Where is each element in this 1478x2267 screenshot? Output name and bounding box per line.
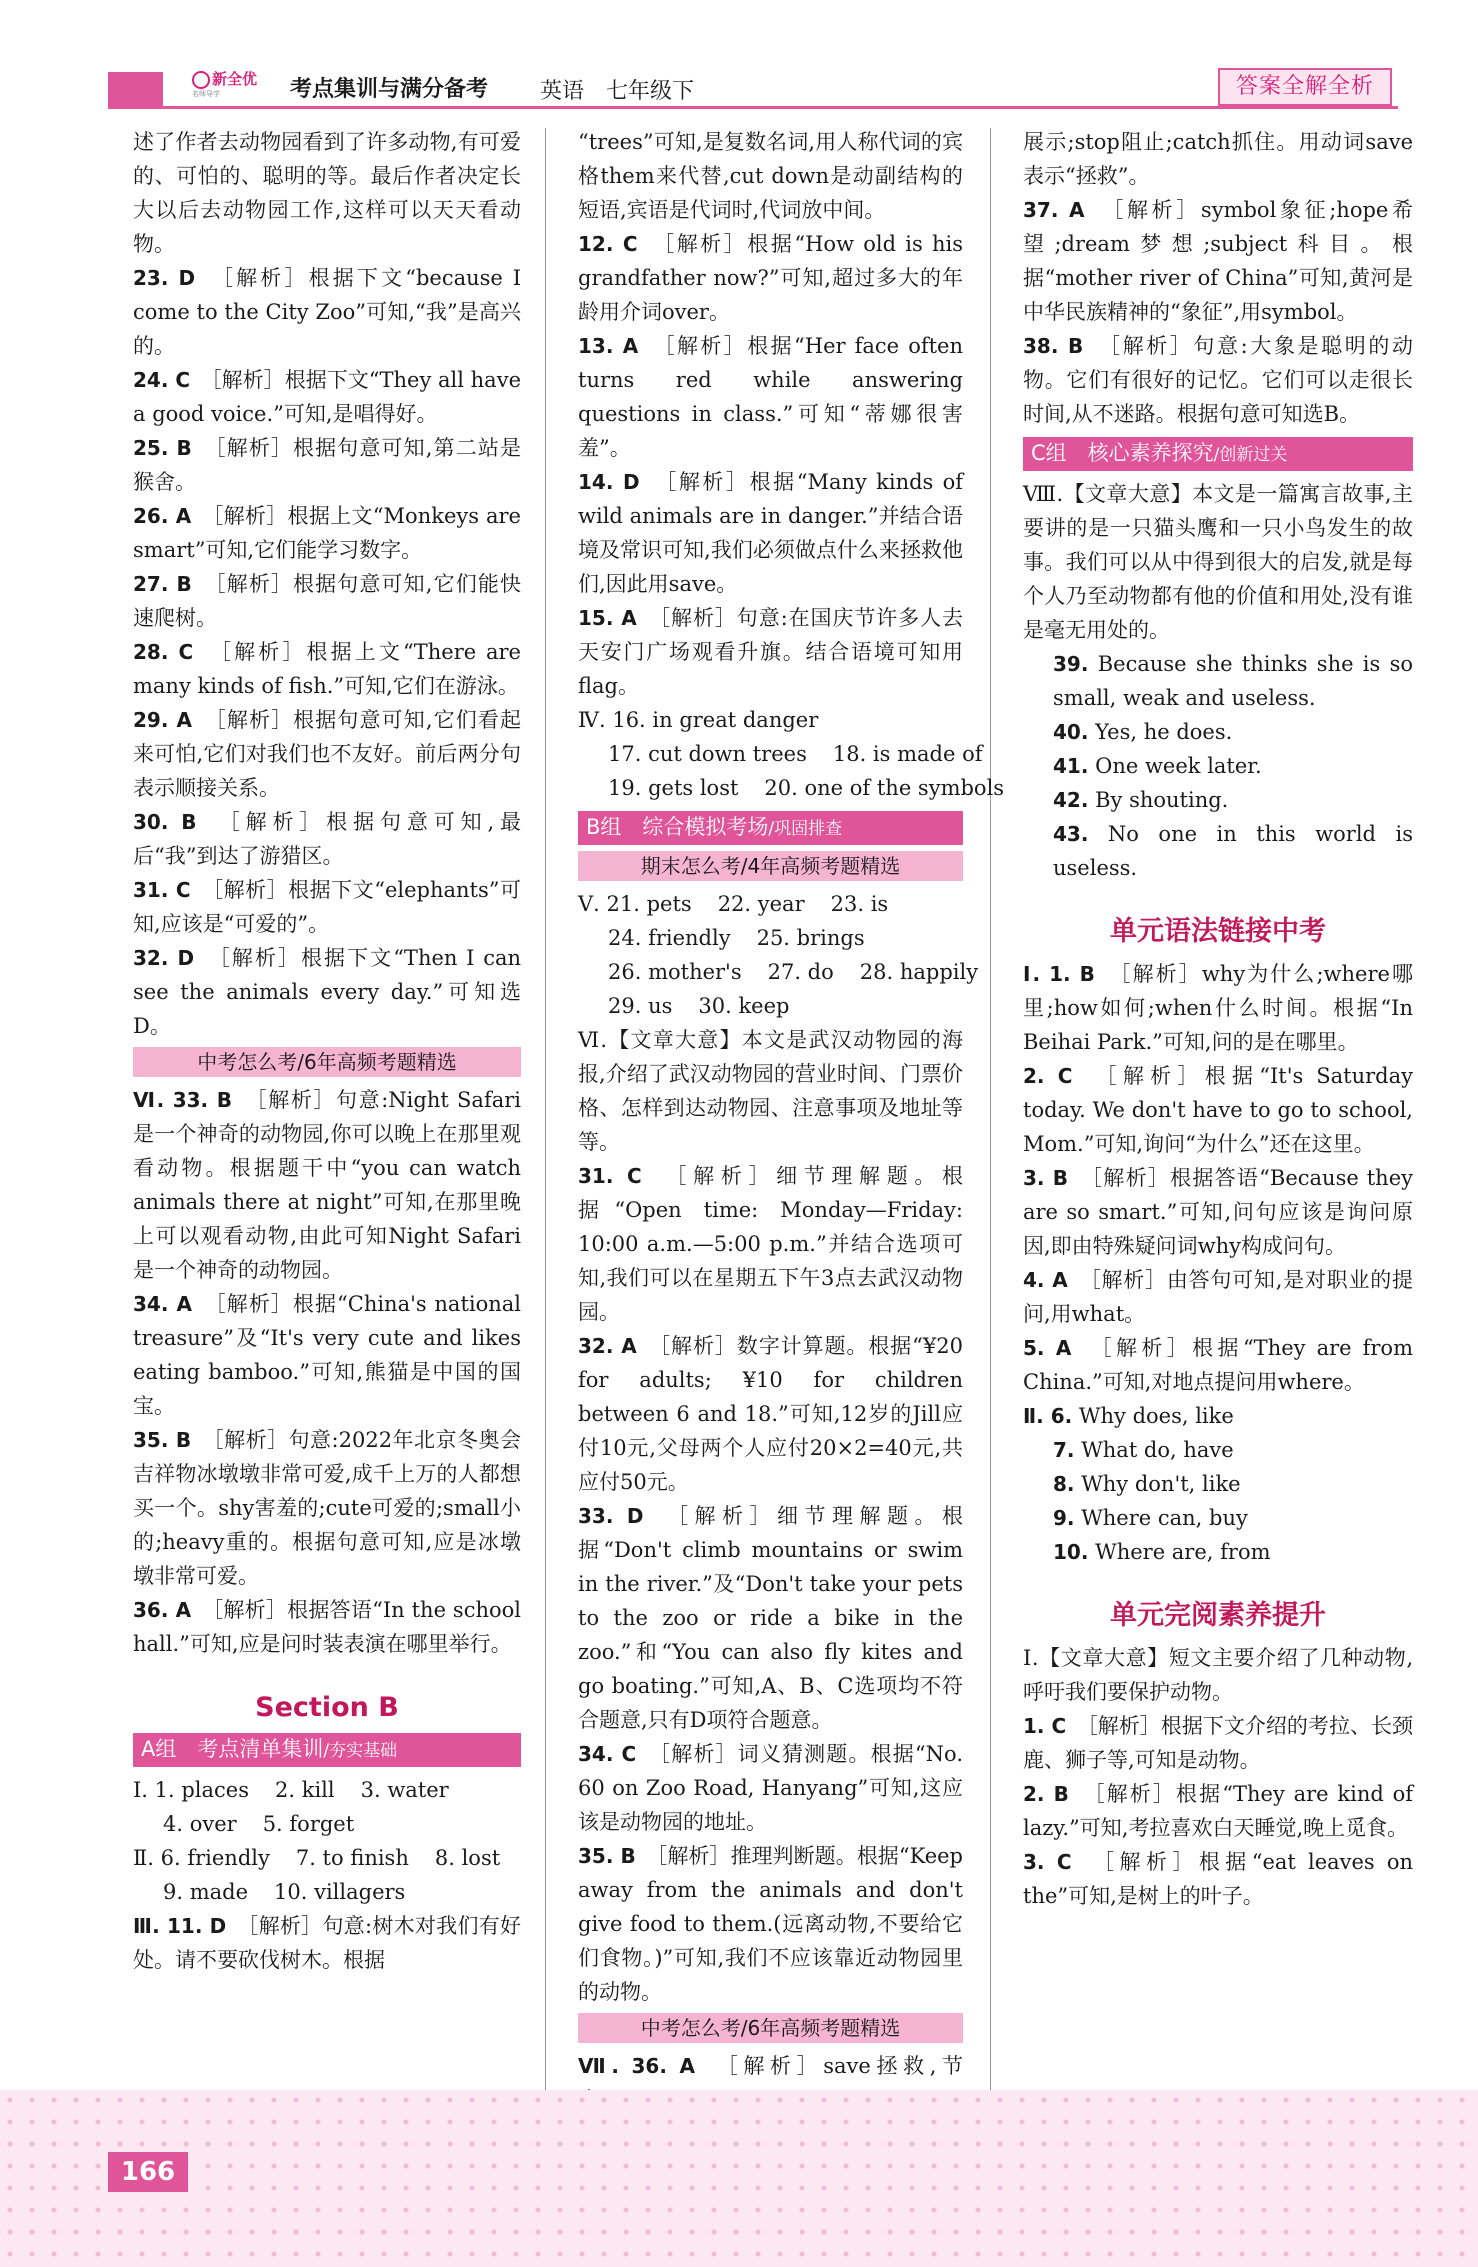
column-divider (545, 128, 546, 2128)
section-title: 单元语法链接中考 (1110, 916, 1326, 947)
answer-item (1023, 1331, 1413, 1399)
logo-circle-icon (192, 71, 210, 89)
answer-text: Because she thinks she is so small, weak and useless. (1053, 652, 1413, 710)
answer-cell: 20. one of the symbols (764, 776, 1005, 800)
answer-item (1023, 1467, 1413, 1501)
answer-item (133, 1083, 521, 1287)
answer-cell: 27. do (767, 960, 834, 984)
answer-list (133, 261, 521, 1043)
answer-number: 9. (1053, 1506, 1075, 1530)
answer-explanation: ［解析］根据句意可知,最后“我”到达了游猎区。 (133, 810, 521, 868)
answer-cell: 30. keep (698, 994, 790, 1018)
answer-row (578, 989, 963, 1023)
answer-item (133, 1423, 521, 1593)
answer-number: 23. D (133, 266, 196, 290)
answer-explanation: ［解析］根据答语“In the school hall.”可知,应是问时装表演在哪里举行。 (133, 1598, 521, 1656)
exam-band: 期末怎么考/4年高频考题精选 (578, 851, 963, 881)
answer-number: 40. (1053, 720, 1089, 744)
answer-cell: 24. friendly (608, 926, 731, 950)
answer-item (1023, 1845, 1413, 1913)
page-number: 166 (108, 2152, 188, 2192)
answer-cell: 19. gets lost (608, 776, 739, 800)
answer-explanation: ［解析］根据上文“Monkeys are smart”可知,它们能学习数字。 (133, 504, 521, 562)
group-c-banner: C组 核心素养探究/创新过关 (1023, 437, 1413, 471)
answer-cell: 25. brings (756, 926, 865, 950)
answer-text: What do, have (1074, 1438, 1234, 1462)
answer-explanation: ［解析］根据下文介绍的考拉、长颈鹿、狮子等,可知是动物。 (1023, 1714, 1414, 1772)
answer-item (1023, 817, 1413, 885)
answer-item (1023, 329, 1413, 431)
answer-text: No one in this world is useless. (1053, 822, 1413, 880)
answer-cell: 2. kill (275, 1778, 335, 1802)
answer-number: 15. A (578, 606, 637, 630)
answer-number: 43. (1053, 822, 1089, 846)
answer-item (133, 499, 521, 567)
answer-item (133, 363, 521, 431)
answer-explanation: ［解析］根据句意可知,第二站是猴舍。 (133, 436, 521, 494)
decorative-footer (0, 2090, 1478, 2267)
answer-number: 25. B (133, 436, 192, 460)
column-right (1023, 125, 1413, 1913)
answer-explanation: ［解析］句意:大象是聪明的动物。它们有很好的记忆。它们可以走很长时间,从不迷路。根据句意可知选B。 (1023, 334, 1413, 426)
answer-explanation: ［解析］symbol象征;hope希望;dream梦想;subject科目。根据“mother river of China”可知,黄河是中华民族精神的“象征”,用symbol。 (1023, 198, 1413, 324)
answer-item (1023, 715, 1413, 749)
answer-explanation: ［解析］why为什么;where哪里;how如何;when什么时间。根据“In Beihai Park.”可知,问的是在哪里。 (1023, 962, 1413, 1054)
answer-cell: 10. villagers (274, 1880, 406, 1904)
exam-band: 中考怎么考/6年高频考题精选 (133, 1047, 521, 1077)
answer-number: 3. C (1023, 1850, 1072, 1874)
answer-explanation: ［解析］根据答语“Because they are so smart.”可知,问句应该是询问原因,即由特殊疑问词why构成问句。 (1023, 1166, 1413, 1258)
answer-row (133, 1841, 521, 1875)
answer-list (1023, 193, 1413, 431)
publisher-logo (192, 70, 262, 106)
answer-explanation: ［解析］推理判断题。根据“Keep away from the animals and don't give food to them.(远离动物,不要给它们食物。)”可知,我们不应该靠近动物园里的动物。 (578, 1844, 963, 2004)
answer-item (578, 1839, 963, 2009)
answer-number: 1. C (1023, 1714, 1067, 1738)
answer-list (578, 227, 963, 703)
column-middle (578, 125, 1005, 2117)
answer-continued: 展示;stop阻止;catch抓住。用动词save表示“拯救”。 (1023, 130, 1413, 188)
answer-row (133, 1773, 521, 1807)
answer-explanation: ［解析］根据“Many kinds of wild animals are in danger.”并结合语境及常识可知,我们必须做点什么来拯救他们,因此用save。 (578, 470, 963, 596)
answer-item (133, 873, 521, 941)
answer-explanation: ［解析］根据下文“Then I can see the animals every day.”可知选D。 (133, 946, 521, 1038)
answer-cell: Ⅰ. 1. places (133, 1778, 250, 1802)
answer-explanation: ［解析］由答句可知,是对职业的提问,用what。 (1023, 1268, 1413, 1326)
answer-explanation: ［解析］根据“They are from China.”可知,对地点提问用where。 (1023, 1336, 1413, 1394)
answer-continued: “trees”可知,是复数名词,用人称代词的宾格them来代替,cut down是动副结构的短语,宾语是代词时,代词放中间。 (578, 130, 963, 222)
answer-number: 14. D (578, 470, 640, 494)
answer-list (1023, 1709, 1413, 1913)
answer-item (1023, 1161, 1413, 1263)
answer-explanation: ［解析］根据下文“They all have a good voice.”可知,是唱得好。 (133, 368, 521, 426)
answer-cell: 22. year (717, 892, 805, 916)
answer-number: 38. B (1023, 334, 1084, 358)
answer-cell: 23. is (830, 892, 889, 916)
answer-item (1023, 1433, 1413, 1467)
answer-item (578, 1737, 963, 1839)
answer-explanation: ［解析］根据下文“elephants”可知,应该是“可爱的”。 (133, 878, 521, 936)
answer-item (133, 805, 521, 873)
answer-row (578, 887, 963, 921)
answer-item (1023, 783, 1413, 817)
answer-list (133, 1083, 521, 1661)
answer-item (133, 567, 521, 635)
section-title: 单元完阅素养提升 (1110, 1600, 1326, 1631)
answer-item (133, 1593, 521, 1661)
answer-item (133, 261, 521, 363)
answer-item (578, 1329, 963, 1499)
answer-number: 31. C (578, 1164, 642, 1188)
answer-explanation: ［解析］句意:2022年北京冬奥会吉祥物冰墩墩非常可爱,成千上万的人都想买一个。shy害羞的;cute可爱的;small小的;heavy重的。根据句意可知,应是冰墩墩非常可爱。 (133, 1428, 521, 1588)
answer-item (1023, 749, 1413, 783)
answer-explanation: ［解析］根据句意可知,它们看起来可怕,它们对我们也不友好。前后两分句表示顺接关系。 (133, 708, 521, 800)
answer-number: 35. B (133, 1428, 192, 1452)
answer-row (133, 1807, 521, 1841)
passage-summary: Ⅷ.【文章大意】本文是一篇寓言故事,主要讲的是一只猫头鹰和一只小鸟发生的故事。我们可以从中得到很大的启发,就是每个人乃至动物都有他的价值和用处,没有谁是毫无用处的。 (1023, 482, 1413, 642)
header-rule (108, 106, 1398, 109)
passage-summary: Ⅵ.【文章大意】本文是武汉动物园的海报,介绍了武汉动物园的营业时间、门票价格、怎样到达动物园、注意事项及地址等等。 (578, 1028, 963, 1154)
word-answer-rows (133, 1773, 521, 1909)
answer-number: 30. B (133, 810, 197, 834)
answer-row (578, 771, 1005, 805)
answer-text: By shouting. (1088, 788, 1229, 812)
answer-list (1023, 957, 1413, 1399)
answer-number: 8. (1053, 1472, 1075, 1496)
answer-number: 31. C (133, 878, 191, 902)
answer-cell: Ⅳ. 16. in great danger (578, 708, 819, 732)
answer-number: 32. D (133, 946, 195, 970)
answer-key-label: 答案全解全析 (1218, 68, 1392, 106)
answer-item (578, 329, 963, 465)
answer-number: 27. B (133, 572, 192, 596)
answer-explanation: ［解析］根据“eat leaves on the”可知,是树上的叶子。 (1023, 1850, 1413, 1908)
header-color-bar (108, 72, 163, 106)
answer-number: 28. C (133, 640, 194, 664)
column-left (133, 125, 521, 1977)
answer-number: 35. B (578, 1844, 636, 1868)
answer-number: 12. C (578, 232, 638, 256)
page-header (0, 62, 1478, 110)
answer-explanation: ［解析］句意:在国庆节许多人去天安门广场观看升旗。结合语境可知用flag。 (578, 606, 964, 698)
answer-item (133, 1287, 521, 1423)
answer-row (578, 921, 963, 955)
answer-explanation: ［解析］根据“China's national treasure”及“It's very cute and likes eating bamboo.”可知,熊猫是中国的国宝。 (133, 1292, 522, 1418)
group-b-banner: B组 综合模拟考场/巩固排查 (578, 811, 963, 845)
answer-item: Ⅶ. 36. A ［解析］save拯救,节 (578, 2054, 963, 2078)
answer-row (578, 737, 983, 771)
answer-item (578, 1159, 963, 1329)
answer-number: 34. A (133, 1292, 192, 1316)
answer-explanation: ［解析］根据“They are kind of lazy.”可知,考拉喜欢白天睡觉,晚上觅食。 (1023, 1782, 1413, 1840)
answer-cell: 4. over (163, 1812, 237, 1836)
answer-item (1023, 1777, 1413, 1845)
answer-item (578, 227, 963, 329)
answer-cell: 26. mother's (608, 960, 742, 984)
answer-explanation: ［解析］根据“How old is his grandfather now?”可知,超过多大的年龄用介词over。 (578, 232, 963, 324)
answer-list (578, 1159, 963, 2009)
answer-explanation: ［解析］根据“It's Saturday today. We don't have to go to school, Mom.”可知,询问“为什么”还在这里。 (1023, 1064, 1413, 1156)
answer-item (1023, 647, 1413, 715)
answer-number: 39. (1053, 652, 1089, 676)
answer-explanation: ［解析］根据句意可知,它们能快速爬树。 (133, 572, 521, 630)
answer-item (133, 703, 521, 805)
answer-item (578, 601, 963, 703)
answer-item: Ⅲ. 11. D ［解析］句意:树木对我们有好处。请不要砍伐树木。根据 (133, 1914, 522, 1972)
exam-band: 中考怎么考/6年高频考题精选 (578, 2013, 963, 2043)
answer-number: 10. (1053, 1540, 1089, 1564)
answer-row (578, 703, 963, 737)
answer-number: 32. A (578, 1334, 637, 1358)
answer-explanation: ［解析］根据下文“because I come to the City Zoo”可知,“我”是高兴的。 (133, 266, 521, 358)
answer-item (133, 431, 521, 499)
answer-item (1023, 1059, 1413, 1161)
word-answer-rows (578, 887, 979, 1023)
section-title: Section B (255, 1692, 399, 1723)
answer-number: 24. C (133, 368, 191, 392)
answer-explanation: ［解析］细节理解题。根据“Don't climb mountains or swim in the river.”及“Don't take your pets to the zoo or ride a bike in the zoo.”和“You can also fly kites and go boating.”可知,A、B、C选项均不符合题意,只有D项符合题意。 (578, 1504, 963, 1732)
answer-number: 5. A (1023, 1336, 1072, 1360)
answer-number: 33. D (578, 1504, 644, 1528)
answer-cell: 29. us (608, 994, 673, 1018)
answer-row (133, 1875, 521, 1909)
answer-item (1023, 1263, 1413, 1331)
answer-explanation: ［解析］根据上文“There are many kinds of fish.”可知,它们在游泳。 (133, 640, 521, 698)
answer-text: Why don't, like (1074, 1472, 1241, 1496)
answer-cell: Ⅱ. 6. friendly (133, 1846, 270, 1870)
answer-text: Yes, he does. (1088, 720, 1233, 744)
answer-item (578, 465, 963, 601)
answer-number: 36. A (133, 1598, 192, 1622)
answer-cell: Ⅴ. 21. pets (578, 892, 692, 916)
answer-number: 3. B (1023, 1166, 1068, 1190)
answer-number: 13. A (578, 334, 639, 358)
answer-number: 2. C (1023, 1064, 1073, 1088)
answer-item (1023, 1709, 1413, 1777)
answer-item (1023, 1535, 1413, 1569)
answer-number: 42. (1053, 788, 1089, 812)
answer-number: 26. A (133, 504, 192, 528)
logo-subtext: 名师导学 (192, 89, 220, 98)
answer-cell: 9. made (163, 1880, 249, 1904)
subject-grade: 英语 七年级下 (540, 79, 695, 104)
column-divider (990, 128, 991, 2128)
answer-item (1023, 1399, 1413, 1433)
answer-text: Where can, buy (1074, 1506, 1248, 1530)
answer-number: 37. A (1023, 198, 1085, 222)
phrase-answer-rows (578, 703, 1005, 805)
answer-explanation: ［解析］词义猜测题。根据“No. 60 on Zoo Road, Hanyang”可知,这应该是动物园的地址。 (578, 1742, 963, 1834)
phrase-answer-rows (1023, 1399, 1413, 1569)
answer-cell: 18. is made of (832, 742, 983, 766)
answer-explanation: ［解析］数字计算题。根据“¥20 for adults; ¥10 for children between 6 and 18.”可知,12岁的Jill应付10元,父母两个人应付20×2=40元,共应付50元。 (578, 1334, 963, 1494)
logo-text: 新全优 (212, 70, 258, 88)
answer-text: Why does, like (1072, 1404, 1234, 1428)
answer-item (1023, 193, 1413, 329)
answer-cell: 3. water (360, 1778, 449, 1802)
answer-item (133, 635, 521, 703)
answer-cell: 28. happily (859, 960, 979, 984)
passage-summary: Ⅰ.【文章大意】短文主要介绍了几种动物,呼吁我们要保护动物。 (1023, 1646, 1413, 1704)
answer-item (1023, 957, 1413, 1059)
answer-cell: 5. forget (262, 1812, 355, 1836)
answer-number: 7. (1053, 1438, 1075, 1462)
answer-cell: 7. to finish (295, 1846, 409, 1870)
answer-number: Ⅱ. 6. (1023, 1404, 1073, 1428)
answer-number: Ⅰ. 1. B (1023, 962, 1095, 986)
answer-number: 2. B (1023, 1782, 1069, 1806)
group-a-banner: A组 考点清单集训/夯实基础 (133, 1733, 521, 1767)
answer-number: Ⅵ. 33. B (133, 1088, 232, 1112)
answer-item (133, 941, 521, 1043)
answer-number: 34. C (578, 1742, 637, 1766)
answer-item (1023, 1501, 1413, 1535)
answer-text: One week later. (1088, 754, 1262, 778)
passage-summary: 述了作者去动物园看到了许多动物,有可爱的、可怕的、聪明的等。最后作者决定长大以后去动物园工作,这样可以天天看动物。 (133, 130, 521, 256)
answer-number: 29. A (133, 708, 192, 732)
book-title: 考点集训与满分备考 (290, 77, 489, 102)
answer-number: 41. (1053, 754, 1089, 778)
answer-cell: 17. cut down trees (608, 742, 807, 766)
answer-item (578, 1499, 963, 1737)
answer-number: 4. A (1023, 1268, 1068, 1292)
answer-text: Where are, from (1088, 1540, 1271, 1564)
answer-explanation: ［解析］句意:Night Safari是一个神奇的动物园,你可以晚上在那里观看动物。根据题干中“you can watch animals there at night”可知,在那里晚上可以观看动物,由此可知Night Safari是一个神奇的动物园。 (133, 1088, 522, 1282)
short-answer-list (1023, 647, 1413, 885)
answer-cell: 8. lost (434, 1846, 501, 1870)
answer-row (578, 955, 979, 989)
answer-explanation: ［解析］根据“Her face often turns red while answering questions in class.”可知“蒂娜很害羞”。 (578, 334, 963, 460)
answer-explanation: ［解析］细节理解题。根据“Open time: Monday—Friday: 10:00 a.m.—5:00 p.m.”并结合选项可知,我们可以在星期五下午3点去武汉动物园。 (578, 1164, 963, 1324)
